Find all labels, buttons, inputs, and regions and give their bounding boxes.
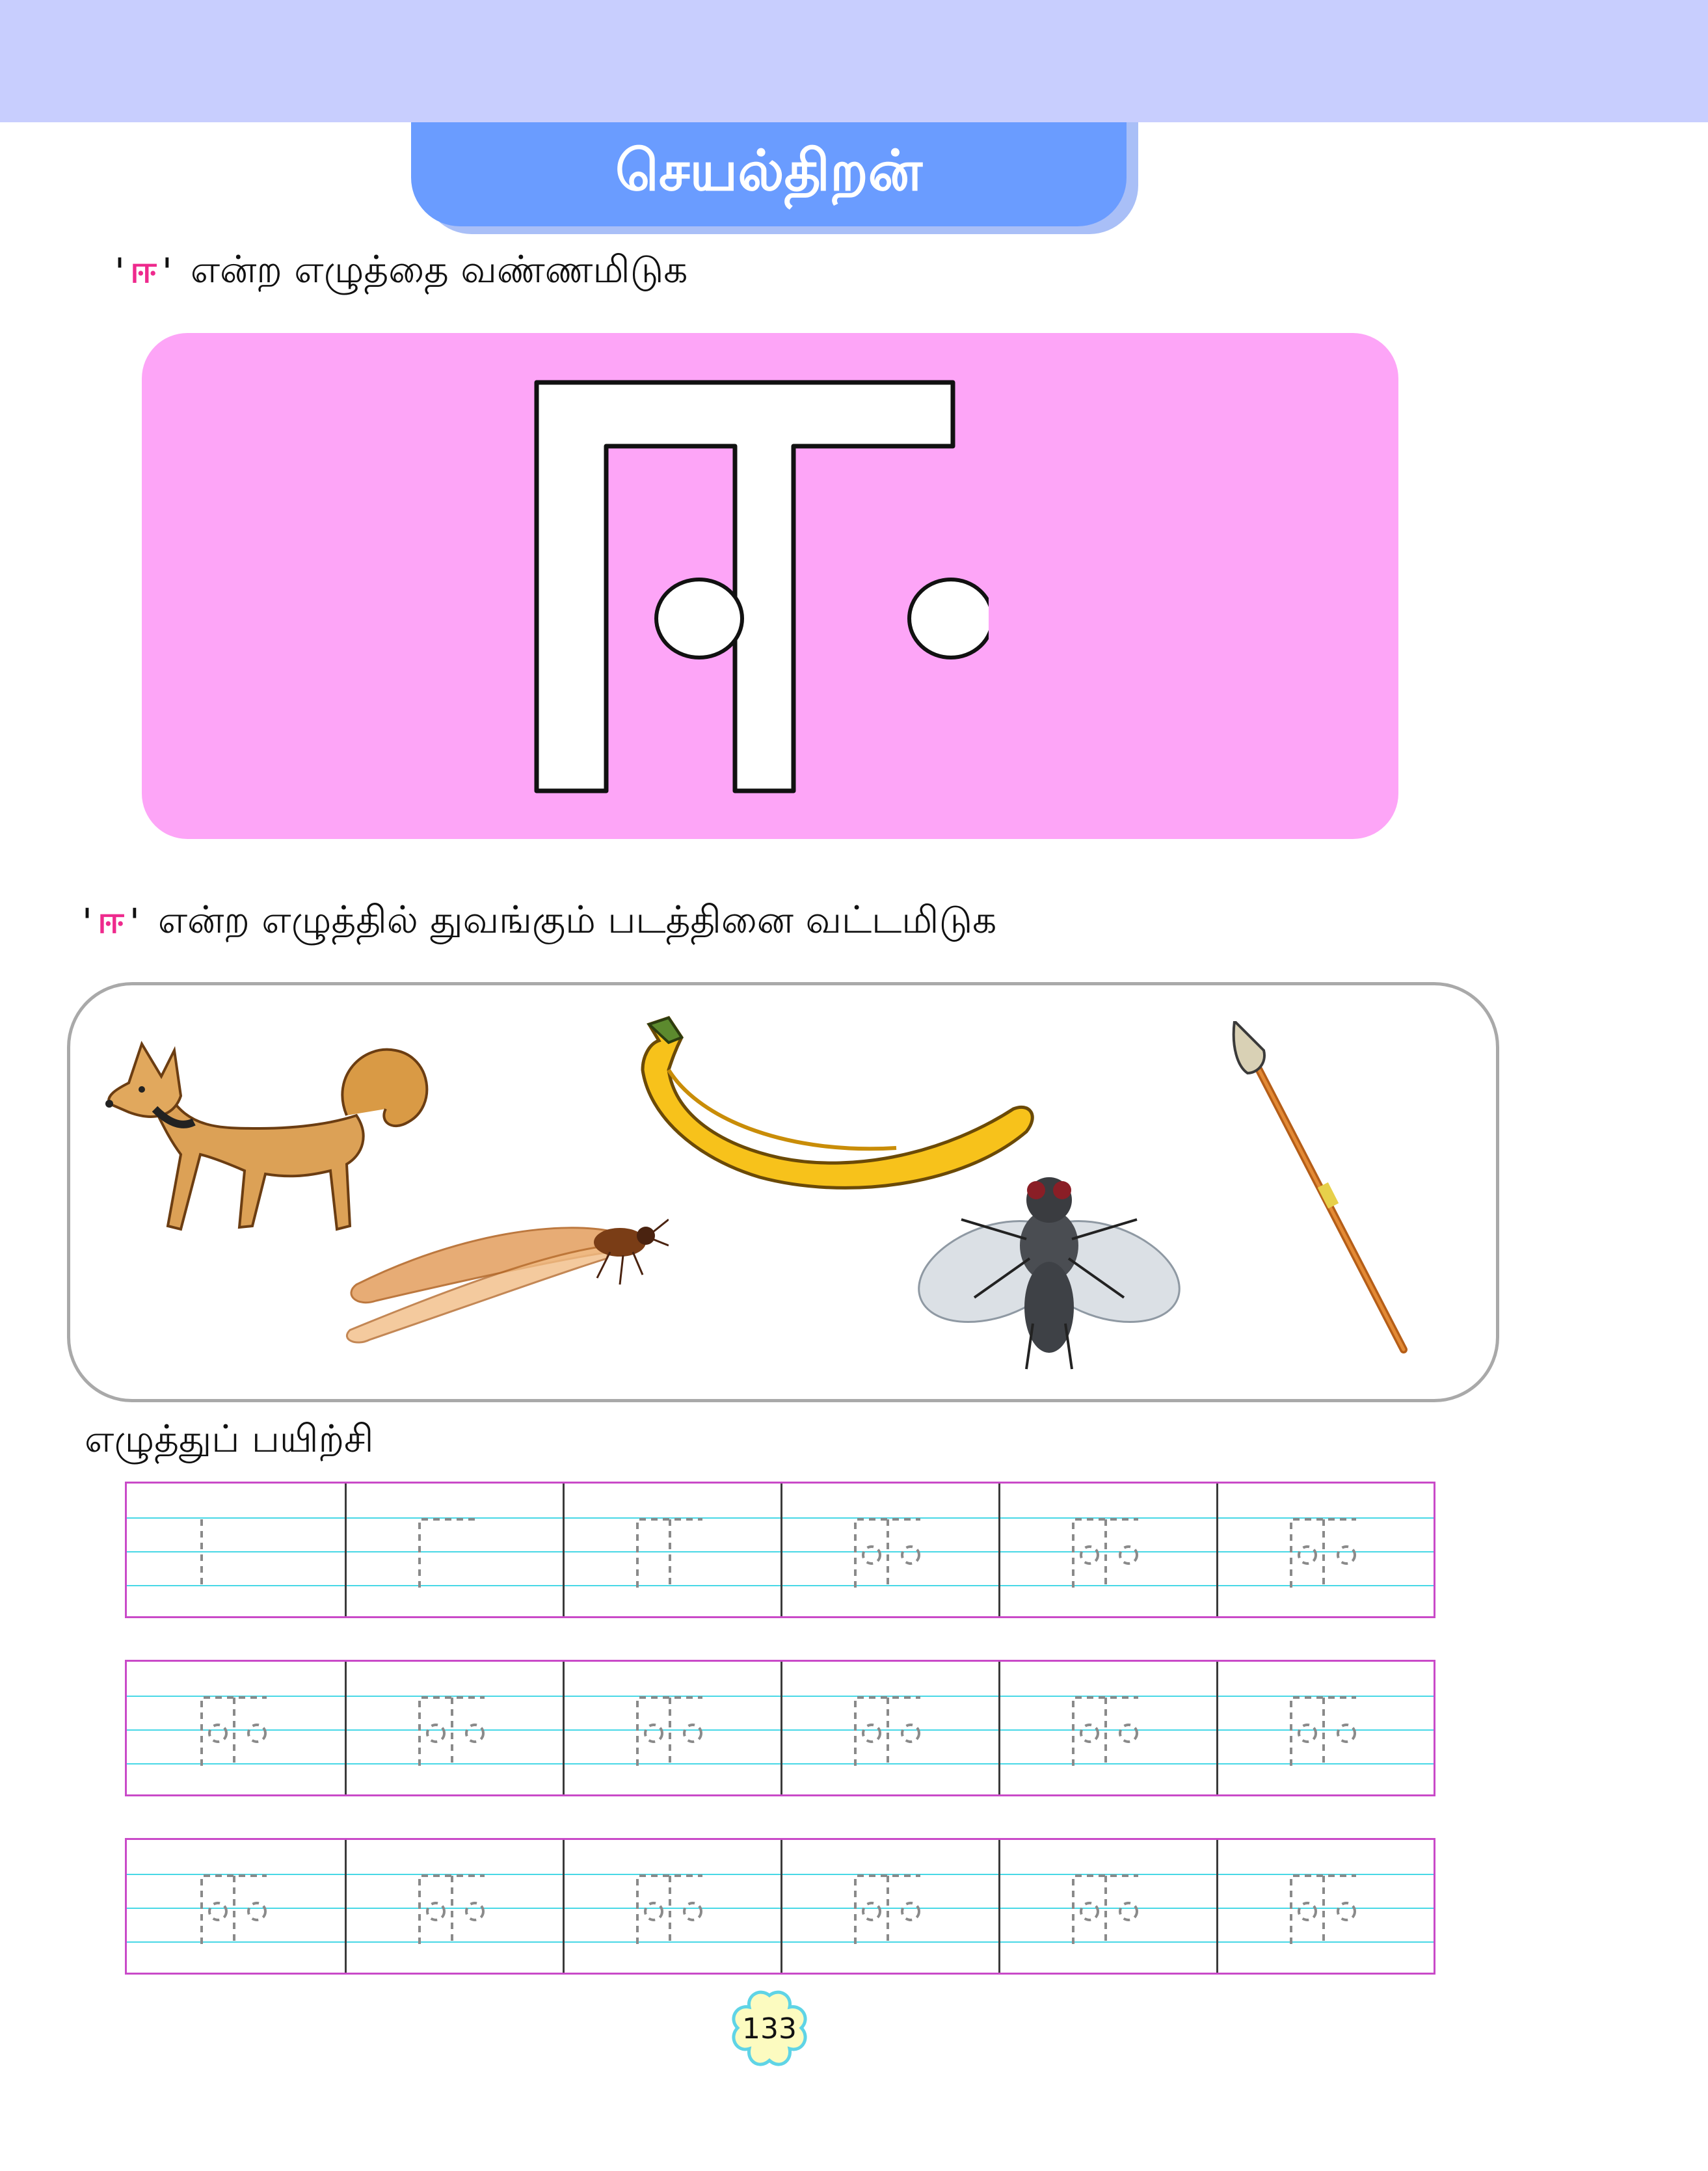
- instruction-text: என்ற எழுத்தில் துவங்கும் படத்தினை வட்டமிடுக: [157, 898, 997, 942]
- page-title: செயல்திறன்: [615, 138, 923, 204]
- page-number: 133: [742, 2012, 797, 2045]
- trace-cell[interactable]: [781, 1484, 998, 1620]
- writing-practice-label: எழுத்துப் பயிற்சி: [85, 1417, 374, 1461]
- trace-cell[interactable]: [998, 1662, 1216, 1798]
- trace-cell[interactable]: [563, 1840, 781, 1977]
- spear-image[interactable]: [1228, 1021, 1423, 1359]
- quote-open: ': [114, 250, 125, 294]
- quote-open: ': [82, 900, 92, 944]
- quote-close: ': [161, 250, 172, 294]
- trace-cell[interactable]: [1216, 1840, 1434, 1977]
- termite-image[interactable]: [330, 1193, 669, 1363]
- trace-cell[interactable]: [998, 1484, 1216, 1620]
- trace-cell[interactable]: [345, 1484, 563, 1620]
- trace-cell[interactable]: [781, 1662, 998, 1798]
- trace-cell[interactable]: [127, 1484, 345, 1620]
- practice-row-1: [125, 1482, 1435, 1618]
- trace-cell[interactable]: [1216, 1662, 1434, 1798]
- title-tab: [411, 122, 1127, 226]
- trace-cell[interactable]: [998, 1840, 1216, 1977]
- picture-box: [67, 982, 1499, 1402]
- practice-row-3: [125, 1838, 1435, 1975]
- practice-row-2: [125, 1660, 1435, 1796]
- quote-close: ': [129, 900, 140, 944]
- target-letter: ஈ: [97, 898, 124, 942]
- instruction-color-letter: [109, 247, 687, 297]
- trace-cell[interactable]: [1216, 1484, 1434, 1620]
- trace-cell[interactable]: [781, 1840, 998, 1977]
- instruction-circle-picture: [77, 898, 996, 947]
- trace-cell[interactable]: [127, 1840, 345, 1977]
- instruction-text: என்ற எழுத்தை வண்ணமிடுக: [190, 247, 688, 291]
- target-letter: ஈ: [129, 247, 157, 291]
- trace-cell[interactable]: [345, 1840, 563, 1977]
- fly-image[interactable]: [916, 1148, 1189, 1376]
- trace-cell[interactable]: [563, 1484, 781, 1620]
- trace-cell[interactable]: [563, 1662, 781, 1798]
- trace-cell[interactable]: [127, 1662, 345, 1798]
- top-banner: [0, 0, 1708, 122]
- trace-cell[interactable]: [345, 1662, 563, 1798]
- outline-letter[interactable]: [533, 376, 989, 812]
